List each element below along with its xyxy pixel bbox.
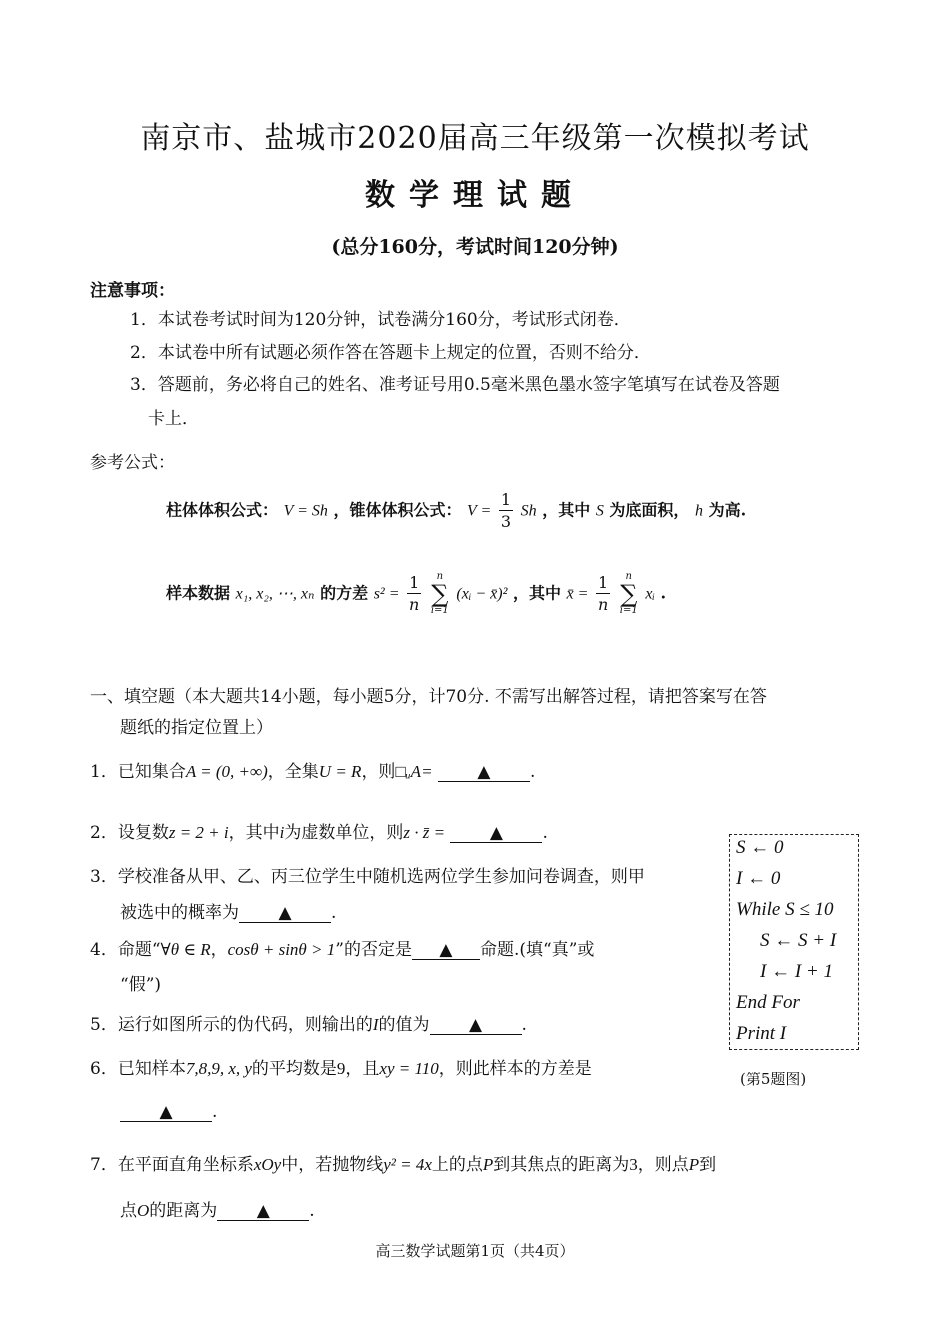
q-text: ，则点 bbox=[637, 1155, 689, 1175]
math: z · z̄ = bbox=[403, 823, 446, 842]
q-text: . bbox=[521, 1015, 527, 1035]
code-line: While S ≤ 10 bbox=[736, 899, 834, 920]
q-text: . bbox=[529, 762, 536, 782]
math: □ᵤA= bbox=[395, 762, 433, 781]
answer-blank: ▲ bbox=[430, 1016, 522, 1035]
question-6 bbox=[90, 1054, 592, 1079]
math: P bbox=[482, 1155, 494, 1174]
fraction bbox=[407, 575, 421, 613]
formula-text: 样本数据 bbox=[166, 583, 231, 603]
formula-text: 为底面积， bbox=[609, 500, 690, 520]
math: (xᵢ − x̄)² bbox=[456, 585, 508, 603]
q-text: . bbox=[309, 1201, 315, 1221]
math: P bbox=[688, 1155, 700, 1174]
math: z = 2 + i bbox=[168, 823, 229, 842]
q-text: 被选中的概率为 bbox=[120, 903, 239, 923]
q-text: ，则此样本的方差是 bbox=[438, 1059, 592, 1079]
math: V = Sh bbox=[283, 502, 328, 520]
q-text: ， bbox=[210, 940, 228, 960]
formula-text: 的方差 bbox=[320, 583, 369, 603]
question-7 bbox=[90, 1150, 716, 1175]
q-text: 到其焦点的距离为 bbox=[493, 1155, 630, 1175]
math: xᵢ bbox=[645, 585, 655, 603]
notes-heading: 注意事项： bbox=[90, 281, 175, 301]
answer-blank: ▲ bbox=[450, 824, 542, 843]
summation bbox=[620, 572, 638, 616]
math: x̄ = bbox=[566, 585, 589, 603]
answer-blank: ▲ bbox=[217, 1202, 309, 1221]
q-text: 2．设复数 bbox=[90, 823, 169, 843]
q-text: ，且 bbox=[345, 1059, 380, 1079]
fraction bbox=[596, 575, 610, 613]
question-5 bbox=[90, 1010, 527, 1035]
formula-variance bbox=[166, 572, 666, 616]
q-text: 命题.(填“真”或 bbox=[479, 940, 595, 960]
question-7-cont bbox=[120, 1196, 315, 1221]
denominator: n bbox=[409, 595, 420, 614]
question-3: 3．学校准备从甲、乙、丙三位学生中随机选两位学生参加问卷调查，则甲 bbox=[90, 867, 645, 887]
note-item-3-cont: 卡上． bbox=[148, 409, 199, 429]
math: Sh bbox=[520, 502, 537, 520]
fraction bbox=[499, 492, 513, 530]
reference-heading: 参考公式： bbox=[90, 453, 175, 473]
answer-blank: ▲ bbox=[438, 763, 530, 782]
math: cosθ + sinθ > 1 bbox=[227, 940, 336, 959]
code-line: End For bbox=[736, 992, 800, 1013]
q-text: 5．运行如图所示的伪代码，则输出的 bbox=[90, 1015, 373, 1035]
note-item-1: 1．本试卷考试时间为120分钟，试卷满分160分，考试形式闭卷． bbox=[130, 310, 631, 330]
q-text: ”的否定是 bbox=[335, 940, 412, 960]
code-line: I ← 0 bbox=[736, 868, 781, 889]
q-text: 点 bbox=[120, 1201, 137, 1221]
caption-text: (第5题图) bbox=[740, 1072, 807, 1086]
formula-text: 为高. bbox=[708, 500, 747, 520]
q-text: 上的点 bbox=[431, 1155, 483, 1175]
math: x₁, x₂, ⋯, xₙ bbox=[235, 585, 315, 603]
note-item-3: 3．答题前，务必将自己的姓名、准考证号用0.5毫米黑色墨水签字笔填写在试卷及答题 bbox=[130, 375, 780, 395]
q-text: 4．命题“ bbox=[90, 940, 161, 960]
summation bbox=[431, 572, 449, 616]
q-text: 的平均数是 bbox=[251, 1059, 337, 1079]
answer-blank: ▲ bbox=[120, 1103, 212, 1122]
q-text: 的距离为 bbox=[149, 1201, 218, 1221]
q-text: 为虚数单位，则 bbox=[284, 823, 404, 843]
figure-caption bbox=[740, 1072, 850, 1086]
math: A = (0, +∞) bbox=[185, 762, 268, 781]
math: h bbox=[695, 502, 704, 520]
note-item-2: 2．本试卷中所有试题必须作答在答题卡上规定的位置，否则不给分． bbox=[130, 343, 651, 363]
pseudocode-box bbox=[729, 834, 859, 1050]
section-heading: 一、填空题（本大题共14小题，每小题5分，计70分. 不需写出解答过程，请把答案写在答 bbox=[90, 687, 767, 707]
math: xOy bbox=[253, 1155, 282, 1174]
formula-text: . bbox=[660, 583, 667, 603]
math: i bbox=[279, 823, 285, 842]
formula-volume bbox=[166, 492, 746, 530]
exam-subtitle: 数学理试题 bbox=[365, 178, 585, 213]
code-line: S ← S + I bbox=[760, 930, 837, 951]
math: O bbox=[137, 1201, 150, 1220]
q-text: 1．已知集合 bbox=[90, 762, 186, 782]
math: U = R bbox=[318, 762, 362, 781]
math: 7,8,9, x, y bbox=[185, 1059, 252, 1078]
numerator: 1 bbox=[500, 490, 512, 509]
sum-lower: i=1 bbox=[430, 605, 449, 616]
math: 9 bbox=[336, 1059, 346, 1078]
q-text: 到 bbox=[699, 1155, 717, 1175]
question-2 bbox=[90, 818, 548, 843]
math: y² = 4x bbox=[383, 1155, 432, 1174]
question-4 bbox=[90, 935, 594, 960]
numerator: 1 bbox=[409, 573, 420, 592]
sum-upper: n bbox=[436, 571, 444, 582]
math: ∀θ ∈ R bbox=[160, 940, 211, 959]
q-text: . bbox=[331, 903, 337, 923]
q-text: ，全集 bbox=[267, 762, 319, 782]
math: S bbox=[595, 502, 604, 520]
sum-sign: ∑ bbox=[620, 580, 638, 608]
formula-text: ，其中 bbox=[512, 583, 561, 603]
sum-upper: n bbox=[625, 571, 632, 582]
score-time-line: (总分160分，考试时间120分钟) bbox=[331, 236, 619, 258]
code-line: Print I bbox=[736, 1023, 787, 1044]
sum-lower: i=1 bbox=[619, 605, 638, 616]
numerator: 1 bbox=[598, 573, 609, 592]
exam-title: 南京市、盐城市2020届高三年级第一次模拟考试 bbox=[140, 121, 810, 156]
math: V = bbox=[467, 502, 492, 520]
formula-text: ，锥体体积公式： bbox=[333, 500, 462, 520]
formula-text: ，其中 bbox=[542, 500, 591, 520]
denominator: 3 bbox=[500, 512, 512, 531]
math: I bbox=[372, 1015, 379, 1034]
page-footer: 高三数学试题第1页（共4页） bbox=[375, 1242, 575, 1260]
answer-blank: ▲ bbox=[239, 904, 331, 923]
question-6-cont bbox=[120, 1102, 217, 1122]
q-text: ，则 bbox=[361, 762, 396, 782]
q-text: ，其中 bbox=[228, 823, 280, 843]
math: s² = bbox=[373, 585, 400, 603]
q-text: 的值为 bbox=[378, 1015, 430, 1035]
sum-sign: ∑ bbox=[431, 580, 449, 608]
question-4-cont: “假”) bbox=[120, 975, 162, 995]
q-text: . bbox=[542, 823, 548, 843]
question-1 bbox=[90, 757, 535, 782]
denominator: n bbox=[597, 595, 609, 614]
question-3-cont bbox=[120, 898, 336, 923]
section-heading-cont: 题纸的指定位置上） bbox=[120, 718, 273, 738]
answer-blank: ▲ bbox=[412, 941, 480, 960]
q-text: 中，若抛物线 bbox=[281, 1155, 384, 1175]
math: 3 bbox=[629, 1155, 638, 1174]
q-text: 7．在平面直角坐标系 bbox=[90, 1155, 254, 1175]
code-line: I ← I + 1 bbox=[760, 961, 833, 982]
q-text: . bbox=[212, 1102, 218, 1122]
code-line: S ← 0 bbox=[736, 837, 784, 858]
math: xy = 110 bbox=[379, 1059, 439, 1078]
q-text: 6．已知样本 bbox=[90, 1059, 186, 1079]
formula-text: 柱体体积公式： bbox=[166, 500, 279, 520]
